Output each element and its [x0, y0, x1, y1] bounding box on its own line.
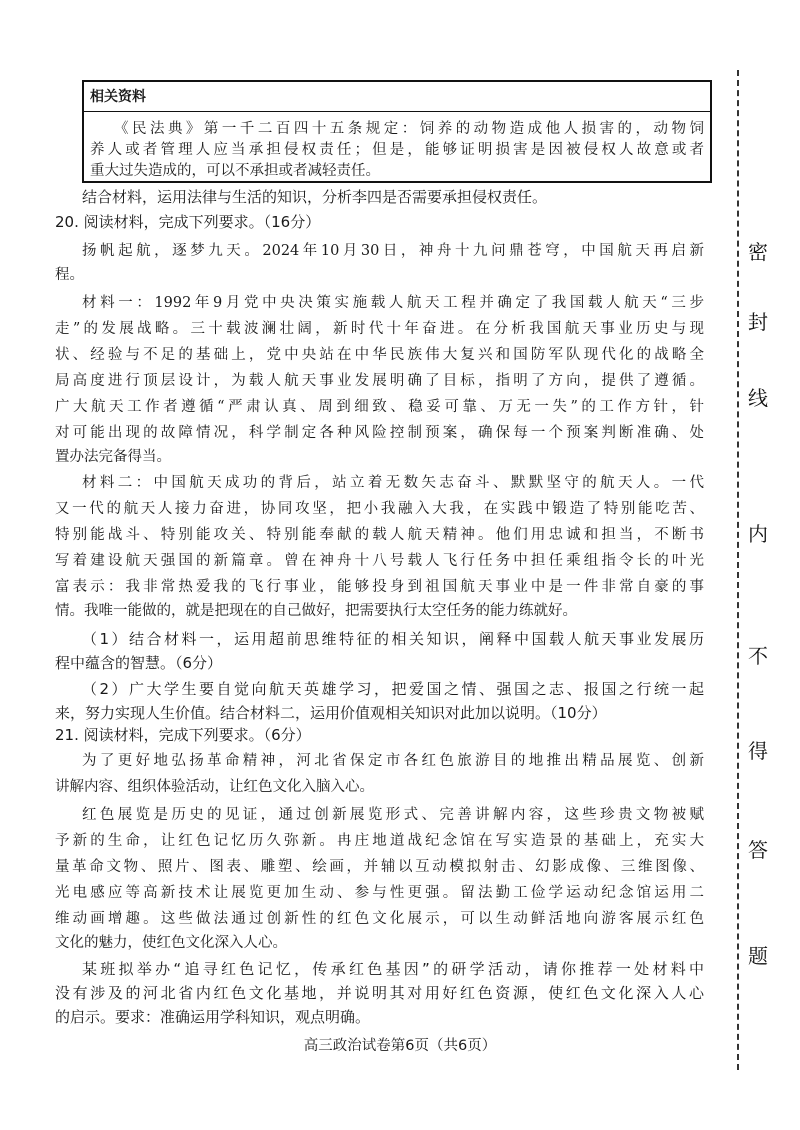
q20-intro-line-2: 程。: [55, 267, 84, 283]
q20-material2-line-4: 写着建设航天强国的新篇章。曾在神舟十八号载人飞行任务中担任乘组指令长的叶光: [55, 553, 704, 569]
reference-line-2: 养人或者管理人应当承担侵权责任；但是，能够证明损害是因被侵权人故意或者: [90, 142, 704, 158]
q20-material1-line-6: 对可能出现的故障情况，科学制定各种风险控制预案，确保每一个预案判断准确、处: [55, 425, 704, 441]
seal-char-4: 内: [746, 518, 770, 547]
q20-sub1-line-2: 程中蕴含的智慧。（6分）: [55, 654, 223, 672]
reference-line-3: 重大过失造成的，可以不承担或者减轻责任。: [90, 163, 380, 179]
q20-material1-line-2: 走”的发展战略。三十载波澜壮阔，新时代十年奋进。在分析我国航天事业历史与现: [55, 321, 704, 337]
q19-prompt: 结合材料，运用法律与生活的知识，分析李四是否需要承担侵权责任。: [82, 188, 548, 206]
seal-char-3: 线: [746, 382, 770, 411]
q21-para-line-3: 量革命文物、照片、图表、雕塑、绘画，并辅以互动模拟射击、幻影成像、三维图像、: [55, 859, 704, 875]
q20-material1-line-4: 局高度进行顶层设计，为载人航天事业发展明确了目标，指明了方向，提供了遵循。: [55, 373, 704, 389]
seal-char-1: 密: [746, 236, 770, 265]
q20-intro-line-1: 扬帆起航，逐梦九天。2024年10月30日，神舟十九问鼎苍穹，中国航天再启新: [82, 243, 704, 259]
seal-char-5: 不: [746, 640, 770, 669]
q20-material2-line-3: 特别能战斗、特别能攻关、特别能奉献的载人航天精神。他们用忠诚和担当，不断书: [55, 527, 704, 543]
seal-dashed-line: [737, 70, 739, 1070]
q20-material2-line-6: 情。我唯一能做的，就是把现在的自己做好，把需要执行太空任务的能力练就好。: [55, 603, 577, 619]
q21-para-line-4: 光电感应等高新技术让展览更加生动、参与性更强。留法勤工俭学运动纪念馆运用二: [55, 885, 704, 901]
q20-material1-line-5: 广大航天工作者遵循“严肃认真、周到细致、稳妥可靠、万无一失”的工作方针，针: [55, 399, 704, 415]
q21-para-line-2: 予新的生命，让红色记忆历久弥新。冉庄地道战纪念馆在写实造景的基础上，充实大: [55, 833, 704, 849]
q21-intro-line-2: 讲解内容、组织体验活动，让红色文化入脑入心。: [55, 779, 374, 795]
seal-char-8: 题: [746, 940, 770, 969]
seal-char-6: 得: [746, 735, 770, 764]
q20-material1-line-7: 置办法完备得当。: [55, 449, 171, 465]
q21-para-line-5: 维动画增趣。这些做法通过创新性的红色文化展示，可以生动鲜活地向游客展示红色: [55, 911, 704, 927]
q20-material2-line-5: 富表示：我非常热爱我的飞行事业，能够投身到祖国航天事业中是一件非常自豪的事: [55, 579, 704, 595]
q20-heading: 20. 阅读材料，完成下列要求。（16分）: [55, 213, 321, 231]
q20-material1-line-3: 状、经验与不足的基础上，党中央站在中华民族伟大复兴和国防军队现代化的战略全: [55, 347, 704, 363]
page-footer: 高三政治试卷第6页（共6页）: [303, 1038, 497, 1054]
q21-task-line-3: 的启示。要求：准确运用学科知识，观点明确。: [55, 1008, 371, 1026]
q21-task-line-2: 没有涉及的河北省内红色文化基地，并说明其对用好红色资源，使红色文化深入人心: [55, 984, 704, 1002]
q21-intro-line-1: 为了更好地弘扬革命精神，河北省保定市各红色旅游目的地推出精品展览、创新: [82, 753, 704, 769]
seal-char-7: 答: [746, 834, 770, 863]
reference-box-title: 相关资料: [84, 82, 710, 112]
q21-task-line-1: 某班拟举办“追寻红色记忆，传承红色基因”的研学活动，请你推荐一处材料中: [82, 960, 704, 978]
seal-char-2: 封: [746, 306, 770, 335]
q20-sub2-line-2: 来，努力实现人生价值。结合材料二，运用价值观相关知识对此加以说明。（10分）: [55, 704, 607, 722]
q20-material2-line-2: 又一代的航天人接力奋进，协同攻坚，把小我融入大我，在实践中锻造了特别能吃苦、: [55, 501, 704, 517]
q21-para-line-6: 文化的魅力，使红色文化深入人心。: [55, 935, 287, 951]
q20-material1-line-1: 材料一：1992年9月党中央决策实施载人航天工程并确定了我国载人航天“三步: [82, 295, 704, 311]
q20-material2-line-1: 材料二：中国航天成功的背后，站立着无数矢志奋斗、默默坚守的航天人。一代: [82, 475, 704, 491]
reference-line-1: 《民法典》第一千二百四十五条规定：饲养的动物造成他人损害的，动物饲: [114, 121, 704, 137]
q20-sub1-line-1: （1）结合材料一，运用超前思维特征的相关知识，阐释中国载人航天事业发展历: [82, 630, 704, 648]
q20-sub2-line-1: （2）广大学生要自觉向航天英雄学习，把爱国之情、强国之志、报国之行统一起: [82, 680, 704, 698]
q21-heading: 21. 阅读材料，完成下列要求。（6分）: [55, 726, 311, 744]
q21-para-line-1: 红色展览是历史的见证，通过创新展览形式、完善讲解内容，这些珍贵文物被赋: [82, 807, 704, 823]
